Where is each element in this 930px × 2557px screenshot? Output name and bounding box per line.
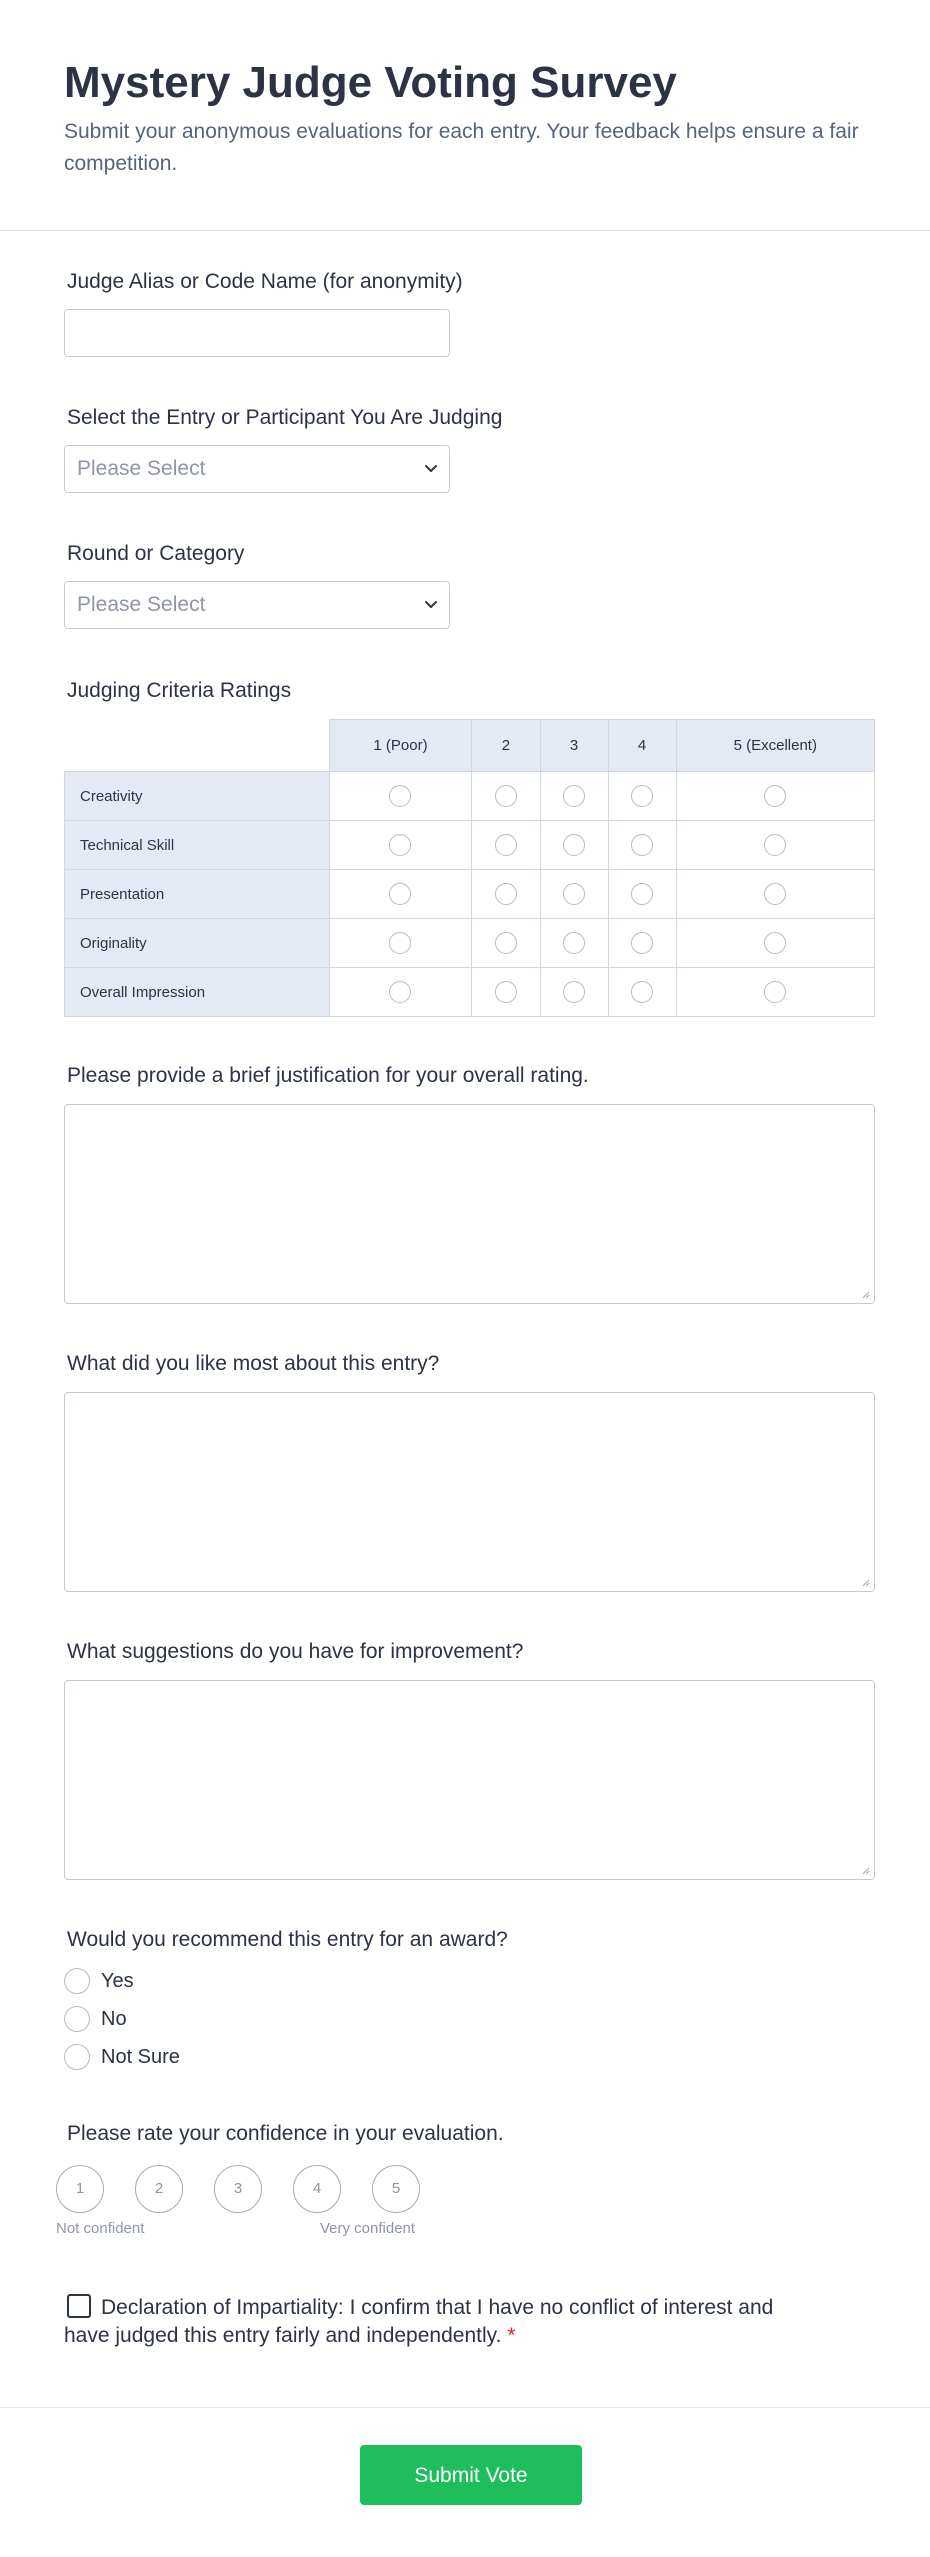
scale-high-label: Very confident xyxy=(320,2220,416,2237)
matrix-cell xyxy=(676,870,874,919)
matrix-cell xyxy=(608,870,676,919)
declaration-label xyxy=(64,2294,784,2350)
matrix-radio[interactable] xyxy=(631,981,653,1003)
form-footer xyxy=(0,2407,930,2557)
radio-option-label: Not Sure xyxy=(101,2045,180,2068)
matrix-cell xyxy=(329,870,472,919)
matrix-radio[interactable] xyxy=(389,834,411,856)
matrix-radio[interactable] xyxy=(495,981,517,1003)
round-field-group xyxy=(64,540,450,629)
justification-label: Please provide a brief justification for your overall rating. xyxy=(67,1064,589,1087)
confidence-field-group xyxy=(56,2120,504,2240)
submit-button[interactable]: Submit Vote xyxy=(360,2445,582,2505)
confidence-label: Please rate your confidence in your evaluation. xyxy=(67,2122,504,2145)
matrix-cell xyxy=(472,772,540,821)
resize-grip-icon[interactable] xyxy=(862,1291,870,1299)
declaration-text: Declaration of Impartiality: I confirm that I have no conflict of interest and have judged this entry fairly and independently. xyxy=(64,2296,774,2347)
scale-option-5[interactable]: 5 xyxy=(372,2165,420,2213)
radio-option-label: No xyxy=(101,2007,127,2030)
matrix-cell xyxy=(540,919,608,968)
matrix-cell xyxy=(329,968,472,1017)
scale-option-3[interactable]: 3 xyxy=(214,2165,262,2213)
matrix-cell xyxy=(540,870,608,919)
matrix-radio[interactable] xyxy=(631,932,653,954)
matrix-radio[interactable] xyxy=(631,785,653,807)
matrix-cell xyxy=(608,968,676,1017)
matrix-cell xyxy=(608,821,676,870)
criteria-field-group xyxy=(64,677,875,1017)
matrix-cell xyxy=(329,821,472,870)
recommend-option-no[interactable] xyxy=(64,2000,508,2038)
scale-option-1[interactable]: 1 xyxy=(56,2165,104,2213)
matrix-radio[interactable] xyxy=(495,785,517,807)
matrix-corner xyxy=(65,720,330,772)
round-label: Round or Category xyxy=(67,542,245,565)
matrix-cell xyxy=(472,821,540,870)
matrix-cell xyxy=(329,772,472,821)
matrix-radio[interactable] xyxy=(764,834,786,856)
entry-field-group xyxy=(64,404,502,493)
matrix-radio[interactable] xyxy=(764,785,786,807)
recommend-option-not-sure[interactable] xyxy=(64,2038,508,2076)
resize-grip-icon[interactable] xyxy=(862,1579,870,1587)
matrix-cell xyxy=(676,919,874,968)
matrix-radio[interactable] xyxy=(563,785,585,807)
declaration-field-group xyxy=(64,2294,784,2350)
alias-field-group xyxy=(64,268,463,357)
form-subtitle: Submit your anonymous evaluations for each entry. Your feedback helps ensure a fair competition. xyxy=(64,120,859,175)
radio-button[interactable] xyxy=(64,2006,90,2032)
matrix-row-originality xyxy=(65,919,875,968)
radio-button[interactable] xyxy=(64,2044,90,2070)
liked-label: What did you like most about this entry? xyxy=(67,1352,440,1375)
matrix-cell xyxy=(676,821,874,870)
scale-labels xyxy=(56,2220,504,2240)
entry-label: Select the Entry or Participant You Are Judging xyxy=(67,406,503,429)
matrix-radio[interactable] xyxy=(563,834,585,856)
matrix-radio[interactable] xyxy=(563,981,585,1003)
matrix-column-header: 2 xyxy=(472,720,540,772)
matrix-radio[interactable] xyxy=(563,883,585,905)
matrix-row-label: Technical Skill xyxy=(65,821,330,870)
matrix-row-label: Originality xyxy=(65,919,330,968)
matrix-row-creativity xyxy=(65,772,875,821)
entry-select[interactable] xyxy=(64,445,450,493)
alias-input[interactable] xyxy=(64,309,450,357)
justification-field-group xyxy=(64,1062,875,1304)
matrix-radio[interactable] xyxy=(389,785,411,807)
matrix-radio[interactable] xyxy=(764,883,786,905)
resize-grip-icon[interactable] xyxy=(862,1867,870,1875)
matrix-row-overall-impression xyxy=(65,968,875,1017)
matrix-radio[interactable] xyxy=(495,883,517,905)
round-select[interactable] xyxy=(64,581,450,629)
form-title: Mystery Judge Voting Survey xyxy=(64,58,677,107)
liked-field-group xyxy=(64,1350,875,1592)
form-header xyxy=(0,0,930,231)
matrix-radio[interactable] xyxy=(389,981,411,1003)
recommend-option-yes[interactable] xyxy=(64,1962,508,2000)
suggestions-label: What suggestions do you have for improvement? xyxy=(67,1640,524,1663)
matrix-row-presentation xyxy=(65,870,875,919)
suggestions-textarea[interactable] xyxy=(64,1680,875,1880)
matrix-cell xyxy=(472,968,540,1017)
matrix-column-header: 5 (Excellent) xyxy=(676,720,874,772)
scale-low-label: Not confident xyxy=(56,2220,145,2237)
matrix-radio[interactable] xyxy=(495,932,517,954)
matrix-cell xyxy=(608,919,676,968)
recommend-field-group xyxy=(64,1926,508,2076)
recommend-label: Would you recommend this entry for an award? xyxy=(67,1928,508,1951)
matrix-header-row xyxy=(65,720,875,772)
justification-textarea[interactable] xyxy=(64,1104,875,1304)
matrix-radio[interactable] xyxy=(764,932,786,954)
suggestions-field-group xyxy=(64,1638,875,1880)
criteria-label: Judging Criteria Ratings xyxy=(67,679,292,702)
matrix-cell xyxy=(329,919,472,968)
required-asterisk: * xyxy=(507,2324,516,2347)
matrix-row-label: Creativity xyxy=(65,772,330,821)
matrix-row-label: Presentation xyxy=(65,870,330,919)
chevron-down-icon xyxy=(423,596,439,612)
confidence-scale xyxy=(56,2165,504,2213)
criteria-matrix xyxy=(64,719,875,1017)
matrix-cell xyxy=(472,919,540,968)
matrix-radio[interactable] xyxy=(764,981,786,1003)
alias-label: Judge Alias or Code Name (for anonymity) xyxy=(67,270,463,293)
scale-option-2[interactable]: 2 xyxy=(135,2165,183,2213)
matrix-cell xyxy=(540,821,608,870)
matrix-cell xyxy=(540,772,608,821)
matrix-column-header: 1 (Poor) xyxy=(329,720,472,772)
entry-select-placeholder: Please Select xyxy=(77,457,206,480)
radio-option-label: Yes xyxy=(101,1969,134,1992)
matrix-cell xyxy=(676,968,874,1017)
matrix-radio[interactable] xyxy=(631,883,653,905)
matrix-radio[interactable] xyxy=(631,834,653,856)
radio-button[interactable] xyxy=(64,1968,90,1994)
scale-option-4[interactable]: 4 xyxy=(293,2165,341,2213)
round-select-placeholder: Please Select xyxy=(77,593,206,616)
liked-textarea[interactable] xyxy=(64,1392,875,1592)
matrix-radio[interactable] xyxy=(389,883,411,905)
matrix-cell xyxy=(472,870,540,919)
matrix-radio[interactable] xyxy=(495,834,517,856)
declaration-checkbox[interactable] xyxy=(67,2294,91,2318)
matrix-radio[interactable] xyxy=(389,932,411,954)
matrix-cell xyxy=(608,772,676,821)
matrix-column-header: 4 xyxy=(608,720,676,772)
matrix-cell xyxy=(540,968,608,1017)
matrix-row-label: Overall Impression xyxy=(65,968,330,1017)
matrix-row-technical-skill xyxy=(65,821,875,870)
matrix-column-header: 3 xyxy=(540,720,608,772)
chevron-down-icon xyxy=(423,460,439,476)
matrix-radio[interactable] xyxy=(563,932,585,954)
matrix-cell xyxy=(676,772,874,821)
